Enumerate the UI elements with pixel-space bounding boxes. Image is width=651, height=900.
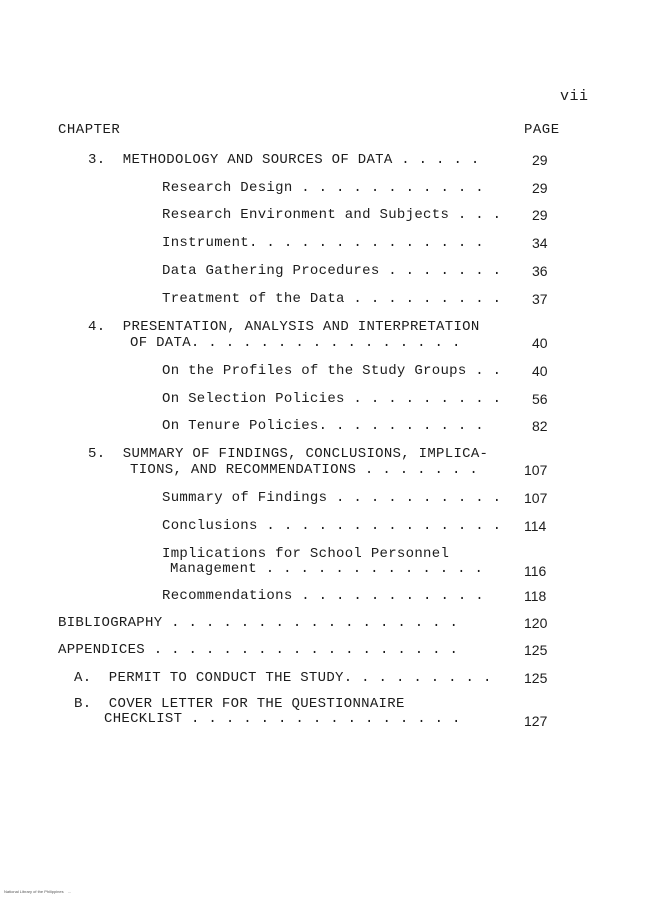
toc-page-number: 118 — [524, 588, 547, 604]
toc-page-number: 125 — [524, 642, 548, 658]
toc-entry: Research Environment and Subjects . . . — [162, 207, 502, 223]
toc-page-number: 29 — [532, 207, 548, 223]
toc-page-number: 40 — [532, 363, 548, 379]
toc-chapter-4: 4. PRESENTATION, ANALYSIS AND INTERPRETATION — [88, 319, 480, 335]
toc-chapter-5-continued: TIONS, AND RECOMMENDATIONS . . . . . . . — [130, 462, 479, 478]
toc-entry: On Tenure Policies. . . . . . . . . . — [162, 418, 484, 434]
toc-entry: Implications for School Personnel — [162, 546, 450, 562]
toc-page-number: 116 — [524, 563, 547, 579]
toc-page-number: 29 — [532, 180, 548, 196]
toc-page-number: 29 — [532, 152, 548, 168]
toc-page-number: 36 — [532, 263, 548, 279]
footer-watermark: National Library of the Philippines ... — [4, 889, 72, 894]
toc-page-number: 40 — [532, 335, 548, 351]
toc-chapter-4-continued: OF DATA. . . . . . . . . . . . . . . . — [130, 335, 461, 351]
toc-appendix-b: B. COVER LETTER FOR THE QUESTIONNAIRE — [74, 696, 405, 712]
toc-entry: On Selection Policies . . . . . . . . . — [162, 391, 502, 407]
toc-entry: On the Profiles of the Study Groups . . — [162, 363, 502, 379]
toc-entry: Treatment of the Data . . . . . . . . . — [162, 291, 502, 307]
toc-page-number: 114 — [524, 518, 547, 534]
toc-page-number: 107 — [524, 490, 548, 506]
toc-chapter-5: 5. SUMMARY OF FINDINGS, CONCLUSIONS, IMPLICA- — [88, 446, 489, 462]
toc-page-number: 82 — [532, 418, 548, 434]
toc-bibliography: BIBLIOGRAPHY . . . . . . . . . . . . . . . . . — [58, 615, 459, 631]
toc-chapter-3: 3. METHODOLOGY AND SOURCES OF DATA . . . . . — [88, 152, 480, 168]
toc-page-number: 107 — [524, 462, 548, 478]
toc-entry: Summary of Findings . . . . . . . . . . — [162, 490, 502, 506]
page-number: vii — [560, 88, 589, 105]
toc-page-number: 56 — [532, 391, 548, 407]
toc-appendices: APPENDICES . . . . . . . . . . . . . . . . . . — [58, 642, 459, 658]
chapter-column-header: CHAPTER — [58, 122, 121, 138]
page-column-header: PAGE — [524, 122, 560, 138]
toc-page-number: 127 — [524, 713, 548, 729]
toc-appendix-b-continued: CHECKLIST . . . . . . . . . . . . . . . . — [104, 711, 461, 727]
toc-page-number: 34 — [532, 235, 548, 251]
toc-entry-continued: Management . . . . . . . . . . . . . — [170, 561, 484, 577]
toc-entry: Research Design . . . . . . . . . . . — [162, 180, 484, 196]
toc-entry: Conclusions . . . . . . . . . . . . . . — [162, 518, 502, 534]
toc-page-number: 37 — [532, 291, 548, 307]
toc-appendix-a: A. PERMIT TO CONDUCT THE STUDY. . . . . . . . . — [74, 670, 492, 686]
toc-entry: Data Gathering Procedures . . . . . . . — [162, 263, 502, 279]
toc-entry: Recommendations . . . . . . . . . . . — [162, 588, 484, 604]
toc-page-number: 120 — [524, 615, 548, 631]
toc-page-number: 125 — [524, 670, 548, 686]
toc-entry: Instrument. . . . . . . . . . . . . . — [162, 235, 484, 251]
